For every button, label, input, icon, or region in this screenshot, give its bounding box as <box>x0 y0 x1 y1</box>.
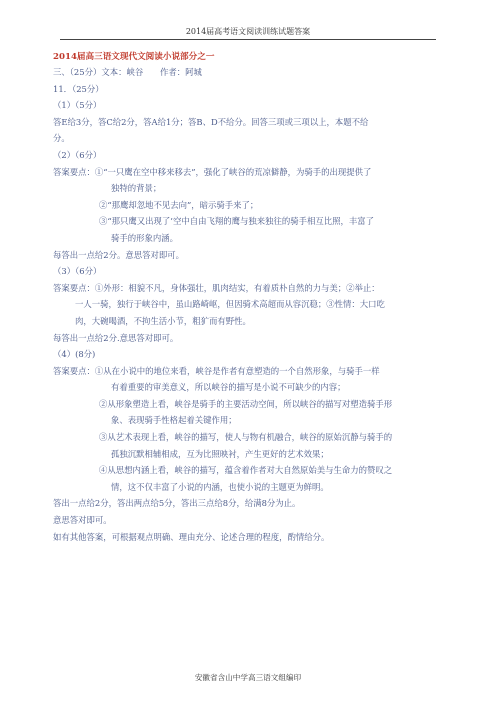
answer-text-line: ②从形象塑造上看，峡谷是骑手的主要活动空间，所以峡谷的描写对塑造骑手形 <box>99 398 393 409</box>
answer-text-line: 一人一骑，独行于峡谷中，虽山路崎岖，但因骑术高超而从容沉稳；③性情：大口吃 <box>75 299 385 310</box>
answer-text-line: 答案要点：①从在小说中的地位来看，峡谷是作者有意塑造的一个自然形象，与骑手一样 <box>53 365 380 376</box>
answer-text-line: ②“那鹰却忽地不见去向”，暗示骑手来了； <box>99 199 259 210</box>
answer-text-line: ③从艺术表现上看，峡谷的描写，使人与物有机融合，峡谷的原始沉静与骑手的 <box>99 432 393 443</box>
document-title: 2014届高三语文现代文阅读小说部分之一 <box>53 52 215 62</box>
answer-text-line: 情，这不仅丰富了小说的内涵，也使小说的主题更为鲜明。 <box>111 481 329 492</box>
scoring-note: 答出一点给2分，答出两点给5分，答出三点给8分，给满8分为止。 <box>53 498 301 509</box>
answer-text-line: 独特的背景； <box>111 183 162 194</box>
scoring-note: 每答出一点给2分.意思答对即可。 <box>53 332 179 343</box>
answer-text-line: 孤独沉默相辅相成，互为比照映衬，产生更好的艺术效果； <box>111 448 329 459</box>
page-footer: 安徽省含山中学高三语文组编印 <box>194 673 302 682</box>
document-body <box>53 64 455 545</box>
answer-text-line: 答案要点：①“一只鹰在空中移来移去”，强化了峡谷的荒凉僻静，为骑手的出现提供了 <box>53 166 372 177</box>
scoring-note: 意思答对即可。 <box>53 515 112 526</box>
question-number: 11．（25分） <box>53 83 104 94</box>
scoring-note: 每答出一点给2分。意思答对即可。 <box>53 249 184 260</box>
subquestion-3-label: （3）（6分） <box>53 266 102 277</box>
subquestion-4-label: （4）(8分) <box>53 349 96 360</box>
answer-text-line: 骑手的形象内涵。 <box>111 232 178 243</box>
answer-text-line: 答案要点：①外形：相貌不凡，身体强壮，肌肉结实，有着质朴自然的力与美；②举止： <box>53 282 380 293</box>
answer-text-line: ④从思想内涵上看，峡谷的描写，蕴含着作者对大自然原始美与生命力的赞叹之 <box>99 465 393 476</box>
answer-text-line: ③“那只鹰又出现了’空中自由飞翔的鹰与独来独往的骑手相互比照，丰富了 <box>99 216 374 227</box>
section-heading: 三、（25分）文本：峡谷 作者：阿城 <box>53 67 202 77</box>
scoring-note: 如有其他答案，可根据观点明确、理由充分、论述合理的程度，酌情给分。 <box>53 531 330 542</box>
subquestion-1-label: （1）（5分） <box>53 100 102 111</box>
answer-text-line: 有着重要的审美意义，所以峡谷的描写是小说不可缺少的内容； <box>111 382 346 393</box>
answer-text-line: 肉，大碗喝酒，不拘生活小节，粗犷而有野性。 <box>75 315 251 326</box>
answer-text-line: 答E给3分，答C给2分，答A给1分；答B、D不给分。回答三项或三项以上，本题不给 <box>53 116 369 127</box>
answer-text-line: 象、表现骑手性格起着关键作用； <box>111 415 237 426</box>
answer-text-line: 分。 <box>53 133 70 144</box>
page-header: 2014届高考语文阅读训练试题答案 <box>60 26 436 40</box>
subquestion-2-label: （2）（6分） <box>53 149 102 160</box>
